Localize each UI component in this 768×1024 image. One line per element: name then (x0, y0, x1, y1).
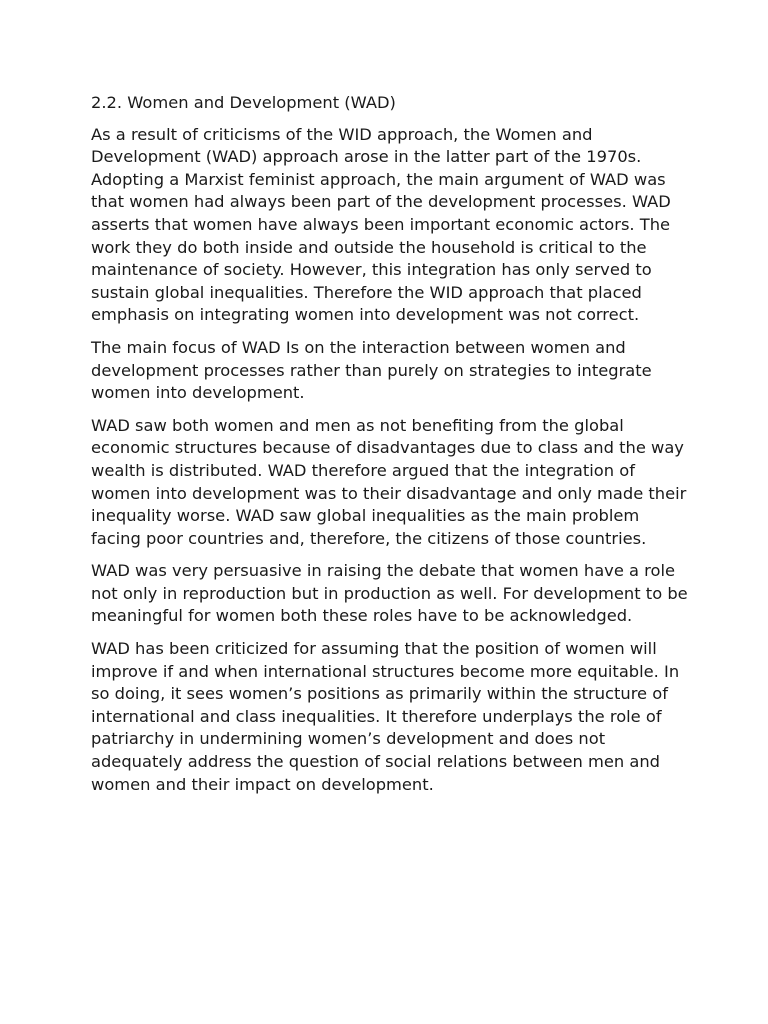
paragraph-wad-focus: The main focus of WAD Is on the interaction between women and development processes rather than purely on strategies to integrate women into development. (91, 337, 652, 403)
section-heading: 2.2. Women and Development (WAD) (91, 93, 396, 112)
paragraph-wad-origins: As a result of criticisms of the WID approach, the Women and Development (WAD) approach arose in the latter part of the 1970s. Adopting a Marxist feminist approach, the main argument of WAD was that women had always been part of the development processes. WAD asserts that women have always been important economic actors. The work they do both inside and outside the household is critical to the maintenance of society. However, this integration has only served to sustain global inequalities. Therefore the WID approach that placed emphasis on integrating women into development was not correct. (91, 124, 671, 325)
paragraph-wad-inequalities: WAD saw both women and men as not benefiting from the global economic structures because of disadvantages due to class and the way wealth is distributed. WAD therefore argued that the integration of women into development was to their disadvantage and only made their inequality worse. WAD saw global inequalities as the main problem facing poor countries and, therefore, the citizens of those countries. (91, 415, 687, 548)
paragraph-wad-roles: WAD was very persuasive in raising the debate that women have a role not only in reproduction but in production as well. For development to be meaningful for women both these roles have to be acknowledged. (91, 561, 688, 626)
paragraph-wad-criticism: WAD has been criticized for assuming that the position of women will improve if and when international structures become more equitable. In so doing, it sees women’s positions as primarily within the structure of international and class inequalities. It therefore underplays the role of patriarchy in undermining women’s development and does not adequately address the question of social relations between men and women and their impact on development. (91, 639, 680, 794)
